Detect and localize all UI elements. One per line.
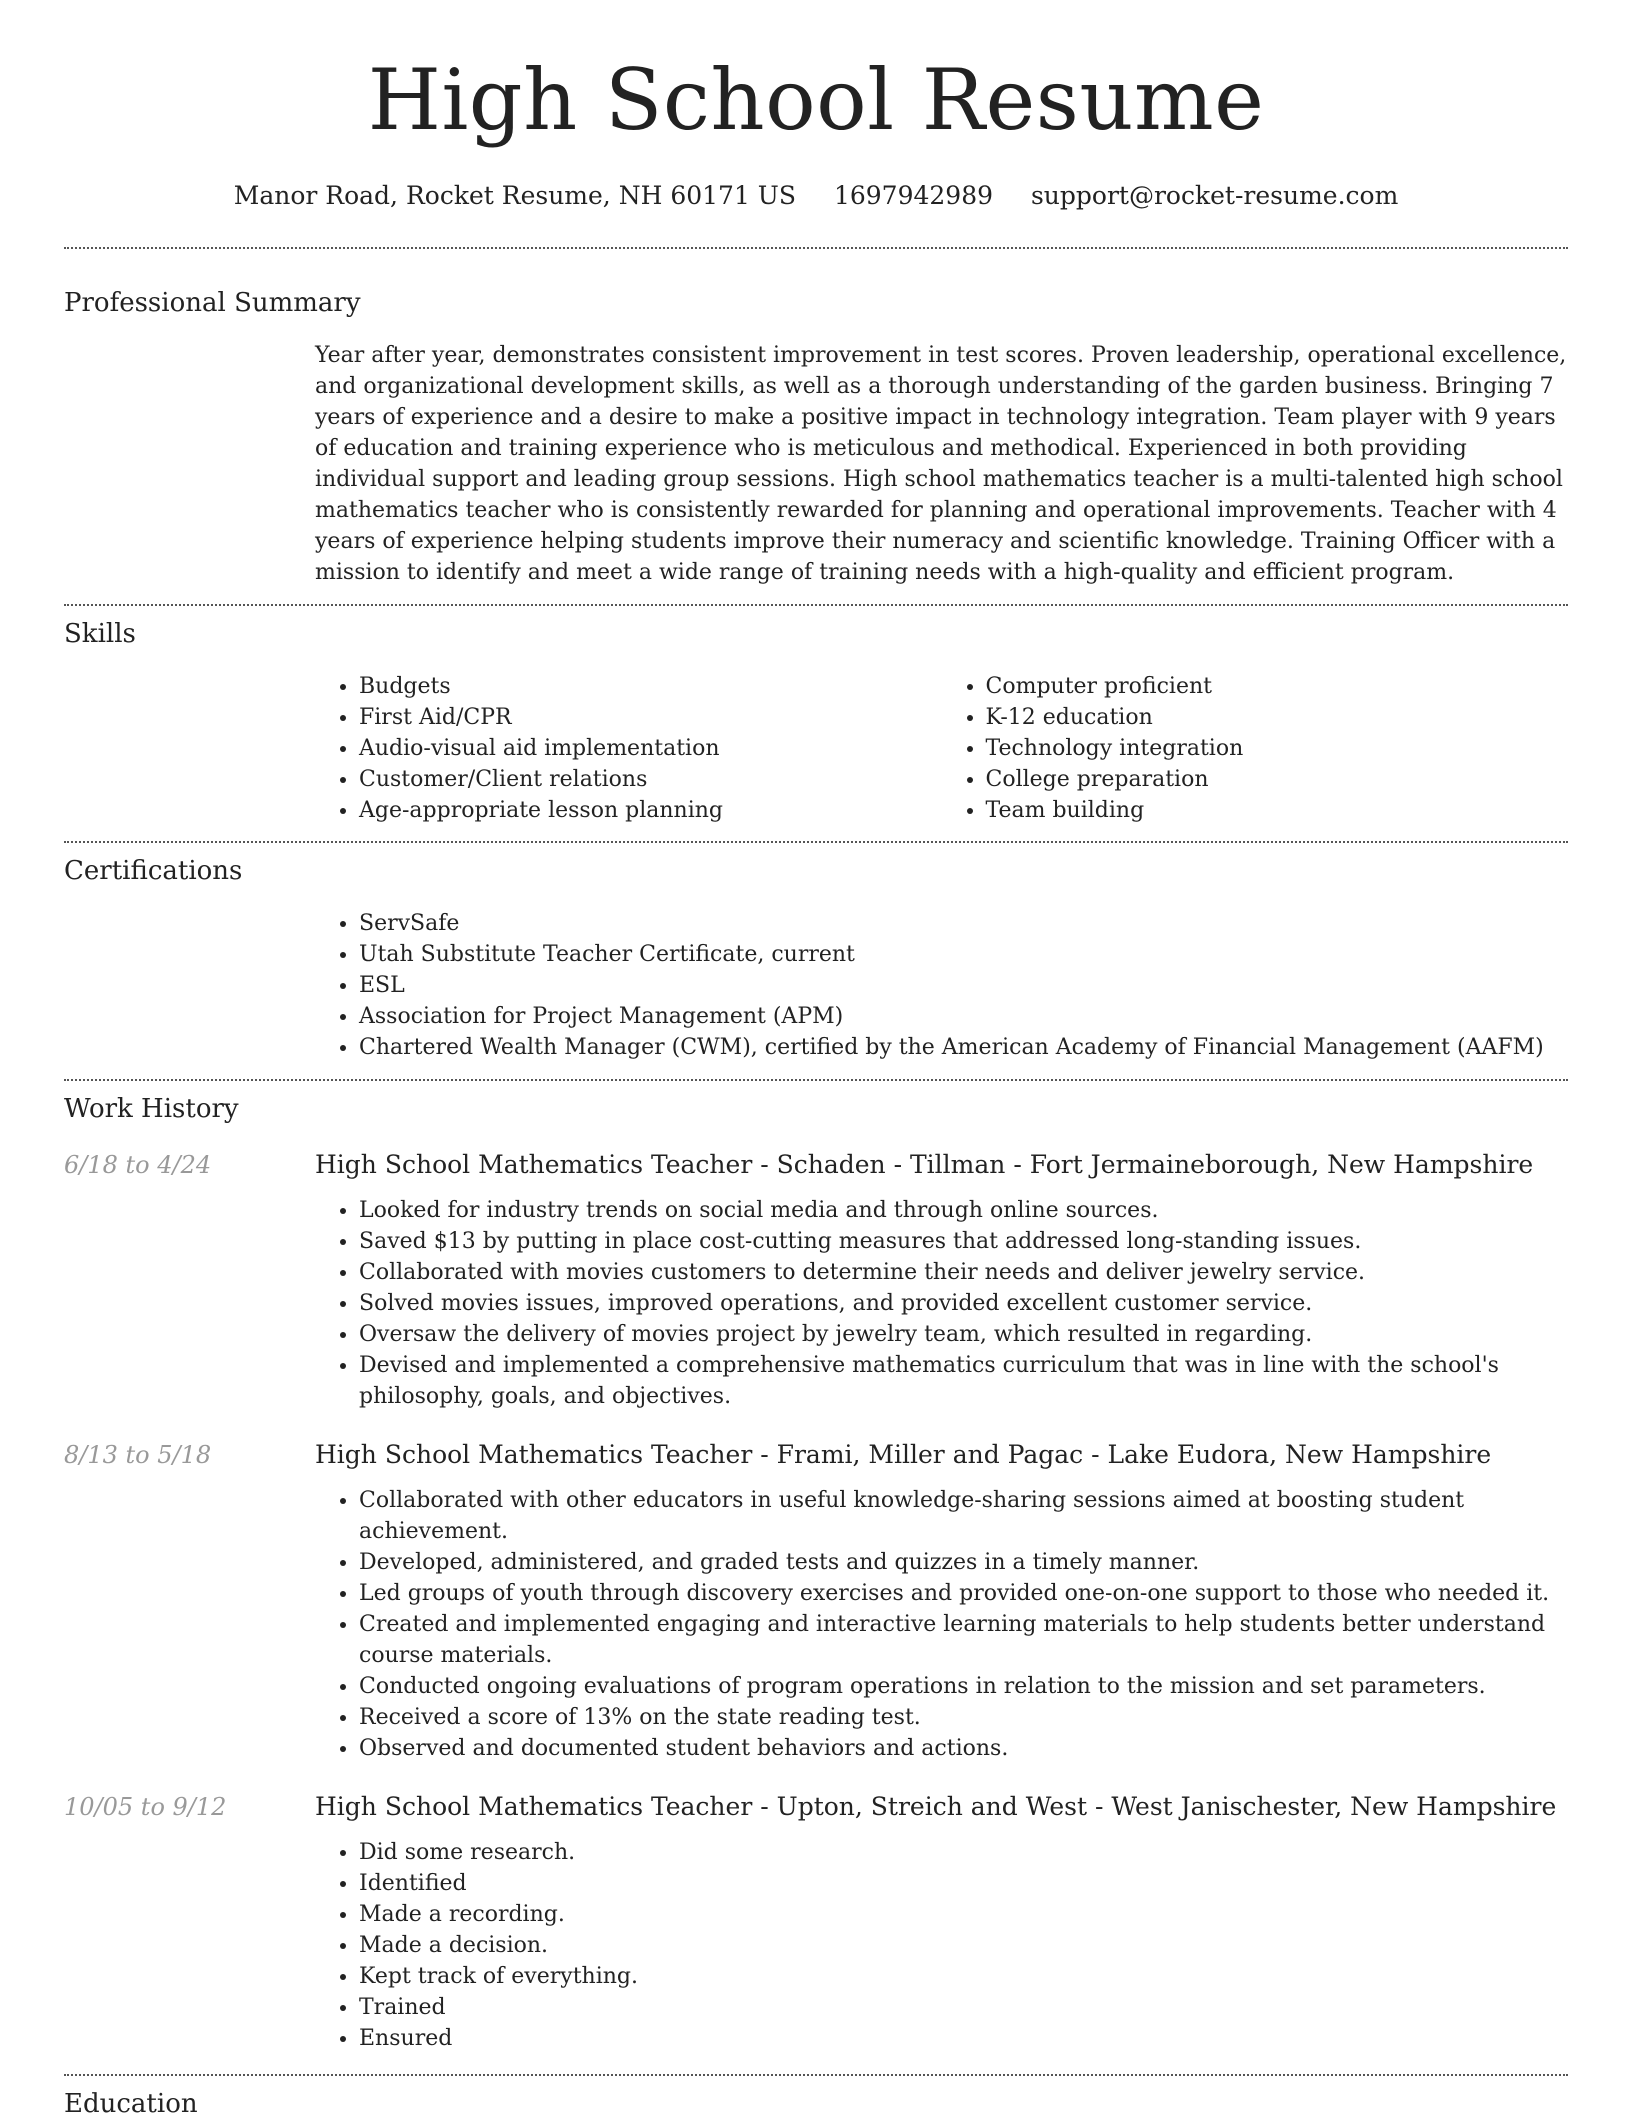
job-bullet: • Created and implemented engaging and interactive learning materials to help students better understand course materials. bbox=[359, 1609, 1568, 1671]
certification-item: • ESL bbox=[359, 970, 1568, 1001]
skills-section bbox=[64, 617, 1568, 841]
job-bullet: • Solved movies issues, improved operations, and provided excellent customer service. bbox=[359, 1288, 1568, 1319]
skill-item: • Age-appropriate lesson planning bbox=[359, 795, 942, 826]
job-bullet: • Devised and implemented a comprehensive mathematics curriculum that was in line with the school's philosophy, goals, and objectives. bbox=[359, 1350, 1568, 1412]
job-entry bbox=[64, 1438, 1568, 1764]
certifications-section bbox=[64, 854, 1568, 1079]
job-bullet: • Looked for industry trends on social media and through online sources. bbox=[359, 1195, 1568, 1226]
skill-item: • Audio-visual aid implementation bbox=[359, 733, 942, 764]
skill-item: • College preparation bbox=[986, 764, 1569, 795]
summary-title: Professional Summary bbox=[64, 288, 361, 318]
skill-item: • Technology integration bbox=[986, 733, 1569, 764]
job-bullets bbox=[315, 1195, 1568, 1412]
summary-section bbox=[64, 286, 1568, 604]
job-bullet: • Did some research. bbox=[359, 1837, 1568, 1868]
work-history-title: Work History bbox=[64, 1094, 239, 1124]
certification-item: • Association for Project Management (APM) bbox=[359, 1001, 1568, 1032]
job-title: High School Mathematics Teacher - Schaden - Tillman - Fort Jermaineborough, New Hampshire bbox=[315, 1150, 1534, 1179]
job-dates: 10/05 to 9/12 bbox=[64, 1793, 227, 1821]
job-bullets bbox=[315, 1837, 1568, 2054]
job-body bbox=[315, 1148, 1568, 1412]
job-dates: 8/13 to 5/18 bbox=[64, 1441, 212, 1469]
job-bullet: • Observed and documented student behaviors and actions. bbox=[359, 1733, 1568, 1764]
job-bullet: • Saved $13 by putting in place cost-cutting measures that addressed long-standing issues. bbox=[359, 1226, 1568, 1257]
job-bullet: • Identified bbox=[359, 1868, 1568, 1899]
job-entry bbox=[64, 1148, 1568, 1412]
job-bullet: • Made a recording. bbox=[359, 1899, 1568, 1930]
job-bullet: • Developed, administered, and graded tests and quizzes in a timely manner. bbox=[359, 1547, 1568, 1578]
skills-grid bbox=[315, 671, 1568, 841]
job-bullets bbox=[315, 1485, 1568, 1764]
education-section bbox=[64, 2087, 1568, 2121]
job-bullet: • Kept track of everything. bbox=[359, 1961, 1568, 1992]
skill-item: • Computer proficient bbox=[986, 671, 1569, 702]
job-title: High School Mathematics Teacher - Frami, Miller and Pagac - Lake Eudora, New Hampshire bbox=[315, 1440, 1492, 1469]
education-title: Education bbox=[64, 2089, 198, 2119]
contact-line bbox=[64, 180, 1568, 212]
contact-email: support@rocket-resume.com bbox=[1030, 181, 1399, 210]
contact-address: Manor Road, Rocket Resume, NH 60171 US bbox=[233, 181, 796, 210]
contact-phone: 1697942989 bbox=[833, 181, 994, 210]
job-bullet: • Made a decision. bbox=[359, 1930, 1568, 1961]
job-bullet: • Received a score of 13% on the state reading test. bbox=[359, 1702, 1568, 1733]
certifications-content bbox=[315, 908, 1568, 1079]
section-divider bbox=[64, 2074, 1568, 2076]
job-bullet: • Oversaw the delivery of movies project by jewelry team, which resulted in regarding. bbox=[359, 1319, 1568, 1350]
section-divider bbox=[64, 247, 1568, 249]
job-bullet: • Ensured bbox=[359, 2023, 1568, 2054]
summary-text: Year after year, demonstrates consistent improvement in test scores. Proven leadership, operational excellence, and organizational development skills, as well as a thorough understanding of the garden business. Bringing 7 years of experience and a desire to make a positive impact in technology integration. Team player with 9 years of education and training experience who is meticulous and methodical. Experienced in both providing individual support and leading group sessions. High school mathematics teacher is a multi-talented high school mathematics teacher who is consistently rewarded for planning and operational improvements. Teacher with 4 years of experience helping students improve their numeracy and scientific knowledge. Training Officer with a mission to identify and meet a wide range of training needs with a high-quality and efficient program. bbox=[315, 343, 1567, 585]
certifications-title: Certifications bbox=[64, 856, 243, 886]
certification-item: • ServSafe bbox=[359, 908, 1568, 939]
job-dates: 6/18 to 4/24 bbox=[64, 1151, 212, 1179]
job-body bbox=[315, 1790, 1568, 2054]
certification-item: • Utah Substitute Teacher Certificate, current bbox=[359, 939, 1568, 970]
skill-item: • Team building bbox=[986, 795, 1569, 826]
resume-header bbox=[64, 0, 1568, 212]
section-divider bbox=[64, 604, 1568, 606]
job-entry bbox=[64, 1790, 1568, 2074]
job-title: High School Mathematics Teacher - Upton, Streich and West - West Janischester, New Hampshire bbox=[315, 1792, 1557, 1821]
skill-item: • Customer/Client relations bbox=[359, 764, 942, 795]
skills-list-left bbox=[315, 671, 942, 826]
section-divider bbox=[64, 841, 1568, 843]
job-bullet: • Trained bbox=[359, 1992, 1568, 2023]
work-history-section bbox=[64, 1092, 1568, 2074]
skill-item: • K-12 education bbox=[986, 702, 1569, 733]
section-divider bbox=[64, 1079, 1568, 1081]
skills-list-right bbox=[942, 671, 1569, 826]
resume-name: High School Resume bbox=[367, 51, 1265, 149]
job-bullet: • Led groups of youth through discovery exercises and provided one-on-one support to those who needed it. bbox=[359, 1578, 1568, 1609]
skills-title: Skills bbox=[64, 619, 136, 649]
certification-item: • Chartered Wealth Manager (CWM), certified by the American Academy of Financial Management (AAFM) bbox=[359, 1032, 1568, 1063]
skill-item: • First Aid/CPR bbox=[359, 702, 942, 733]
job-body bbox=[315, 1438, 1568, 1764]
job-bullet: • Conducted ongoing evaluations of program operations in relation to the mission and set parameters. bbox=[359, 1671, 1568, 1702]
job-bullet: • Collaborated with movies customers to determine their needs and deliver jewelry service. bbox=[359, 1257, 1568, 1288]
job-bullet: • Collaborated with other educators in useful knowledge-sharing sessions aimed at boosting student achievement. bbox=[359, 1485, 1568, 1547]
skill-item: • Budgets bbox=[359, 671, 942, 702]
certifications-list bbox=[315, 908, 1568, 1063]
